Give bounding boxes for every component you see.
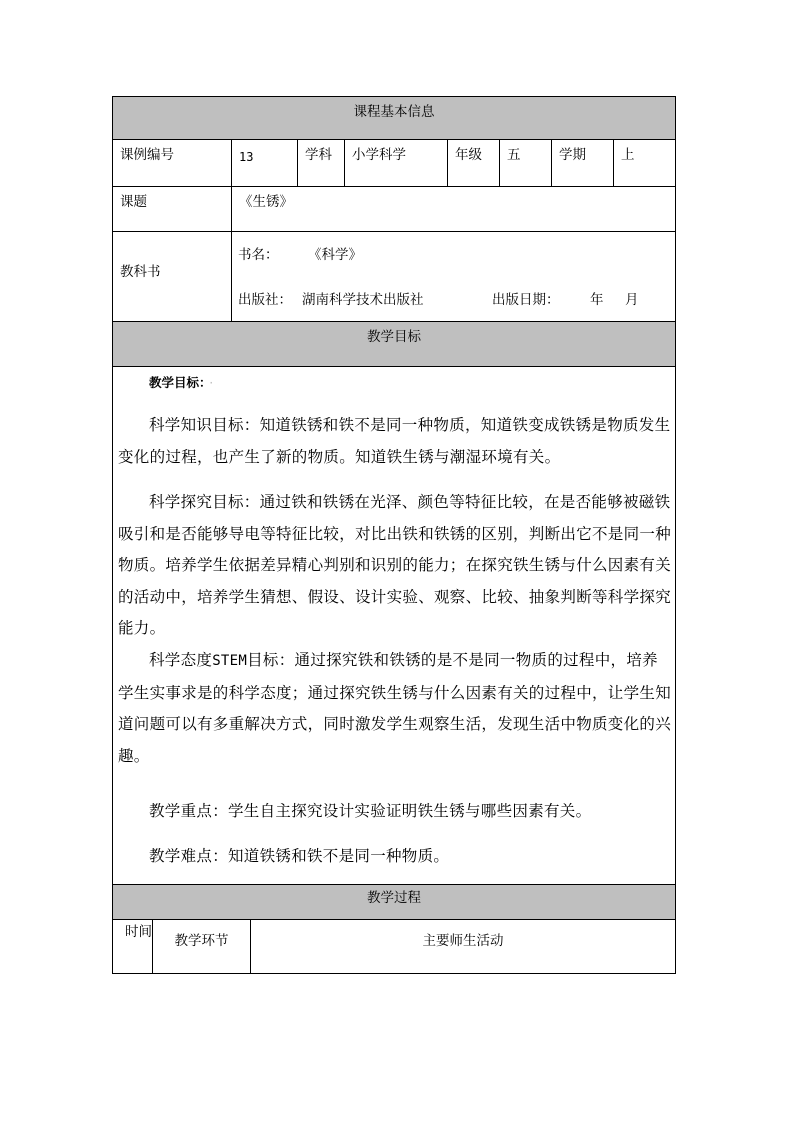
book-name-value: 《科学》 xyxy=(308,247,362,263)
objectives-title-text: 教学目标： xyxy=(149,375,206,390)
difficulty-point: 教学难点：知道铁锈和铁不是同一种物质。 xyxy=(149,847,450,865)
attitude-goal-text: 目标：通过探究铁和铁锈的是不是同一物质的过程中，培养学生实事求是的科学态度；通过探究铁生锈与什么因素有关的过程中，让学生知道问题可以有多重解决方式，同时激发学生观察生活，发现生活中物质变化的兴趣。 xyxy=(118,651,672,765)
knowledge-goal: 科学知识目标：知道铁锈和铁不是同一种物质，知道铁变成铁锈是物质发生变化的过程，也产生了新的物质。知道铁生锈与潮湿环境有关。 xyxy=(118,416,671,466)
attitude-goal-prefix: 科学态度 xyxy=(149,651,213,669)
textbook-info xyxy=(231,231,676,322)
pub-month-label: 月 xyxy=(625,292,639,308)
key-point: 教学重点：学生自主探究设计实验证明铁生锈与哪些因素有关。 xyxy=(149,802,592,820)
col-stage: 教学环节 xyxy=(152,919,251,974)
subject-label: 学科 xyxy=(297,139,345,187)
term-value: 上 xyxy=(613,139,676,187)
attitude-goal xyxy=(118,645,672,772)
col-activity: 主要师生活动 xyxy=(250,919,676,974)
objectives-body xyxy=(112,366,676,885)
publisher-value: 湖南科学技术出版社 xyxy=(302,292,424,308)
pub-year-label: 年 xyxy=(590,292,604,308)
col-time: 时间 xyxy=(112,919,153,974)
topic-value: 《生锈》 xyxy=(231,186,676,232)
lesson-no-label: 课例编号 xyxy=(112,139,232,187)
basic-info-header: 课程基本信息 xyxy=(112,96,676,140)
objectives-title xyxy=(149,373,213,391)
textbook-label: 教科书 xyxy=(112,231,232,322)
paragraph-mark: · xyxy=(209,375,214,390)
objectives-header: 教学目标 xyxy=(112,321,676,367)
term-label: 学期 xyxy=(551,139,614,187)
lesson-no-value: 13 xyxy=(231,139,298,187)
grade-value: 五 xyxy=(499,139,552,187)
process-header: 教学过程 xyxy=(112,884,676,920)
inquiry-goal: 科学探究目标：通过铁和铁锈在光泽、颜色等特征比较，在是否能够被磁铁吸引和是否能够导电等特征比较，对比出铁和铁锈的区别，判断出它不是同一种物质。培养学生依据差异精心判别和识别的能力；在探究铁生锈与什么因素有关的活动中，培养学生猜想、假设、设计实验、观察、比较、抽象判断等科学探究能力。 xyxy=(118,493,672,637)
pub-date-label: 出版日期： xyxy=(492,292,560,308)
grade-label: 年级 xyxy=(447,139,500,187)
publisher-label: 出版社： xyxy=(238,292,292,308)
topic-label: 课题 xyxy=(112,186,232,232)
attitude-goal-stem: STEM xyxy=(212,653,248,669)
book-name-label: 书名： xyxy=(238,247,279,263)
subject-value: 小学科学 xyxy=(344,139,448,187)
